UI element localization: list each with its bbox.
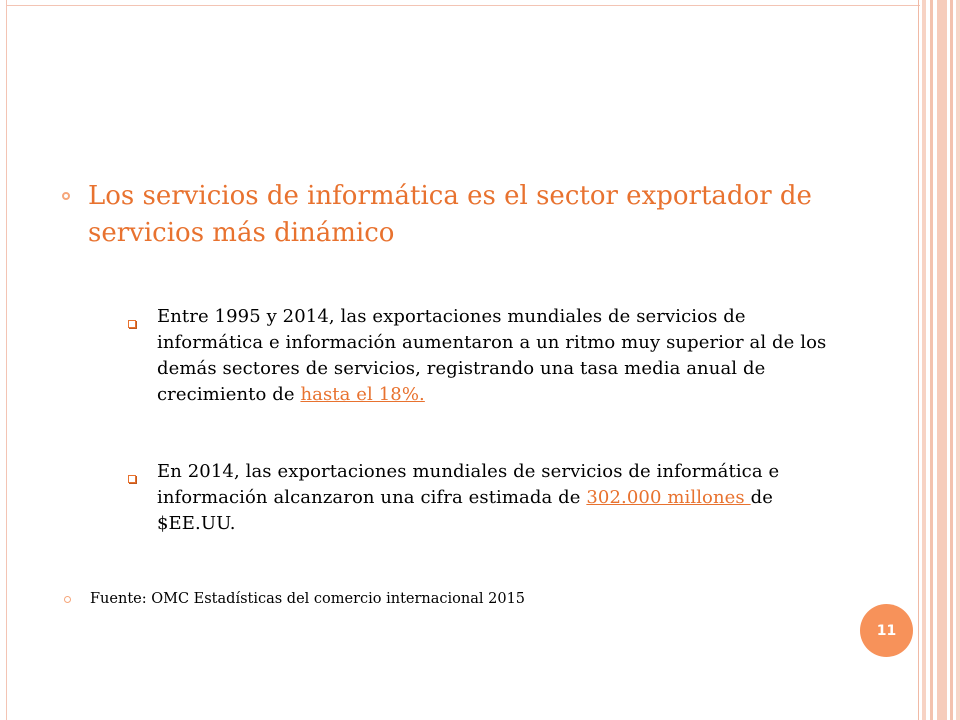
slide-heading: Los servicios de informática es el sector exportador de servicios más dinámico [88,181,812,248]
page-number-badge: 11 [860,604,913,657]
right-stripe [950,0,953,720]
point-2-link[interactable]: 302.000 millones [586,487,751,508]
point-1 [157,304,857,408]
circle-bullet-icon [64,596,71,603]
left-frame-line [6,0,7,720]
right-stripe [956,0,960,720]
point-2 [157,459,857,537]
point-1-link[interactable]: hasta el 18%. [300,384,425,405]
right-stripe [922,0,926,720]
source-note: Fuente: OMC Estadísticas del comercio internacional 2015 [90,591,526,607]
top-frame-line [6,5,920,6]
right-stripe [930,0,933,720]
right-stripe [918,0,919,720]
point-2-text-after: de $EE.UU. [157,487,773,534]
point-2-text: En 2014, las exportaciones mundiales de servicios de informática e información alcanzaron una cifra estimada de [157,461,780,508]
right-stripe [937,0,947,720]
square-bullet-icon [128,320,136,328]
circle-bullet-icon [62,192,70,200]
square-bullet-icon [128,475,136,483]
point-1-text: Entre 1995 y 2014, las exportaciones mundiales de servicios de informática e información aumentaron a un ritmo muy superior al de los demás sectores de servicios, registrando una tasa media anual de crecimiento de [157,306,827,405]
